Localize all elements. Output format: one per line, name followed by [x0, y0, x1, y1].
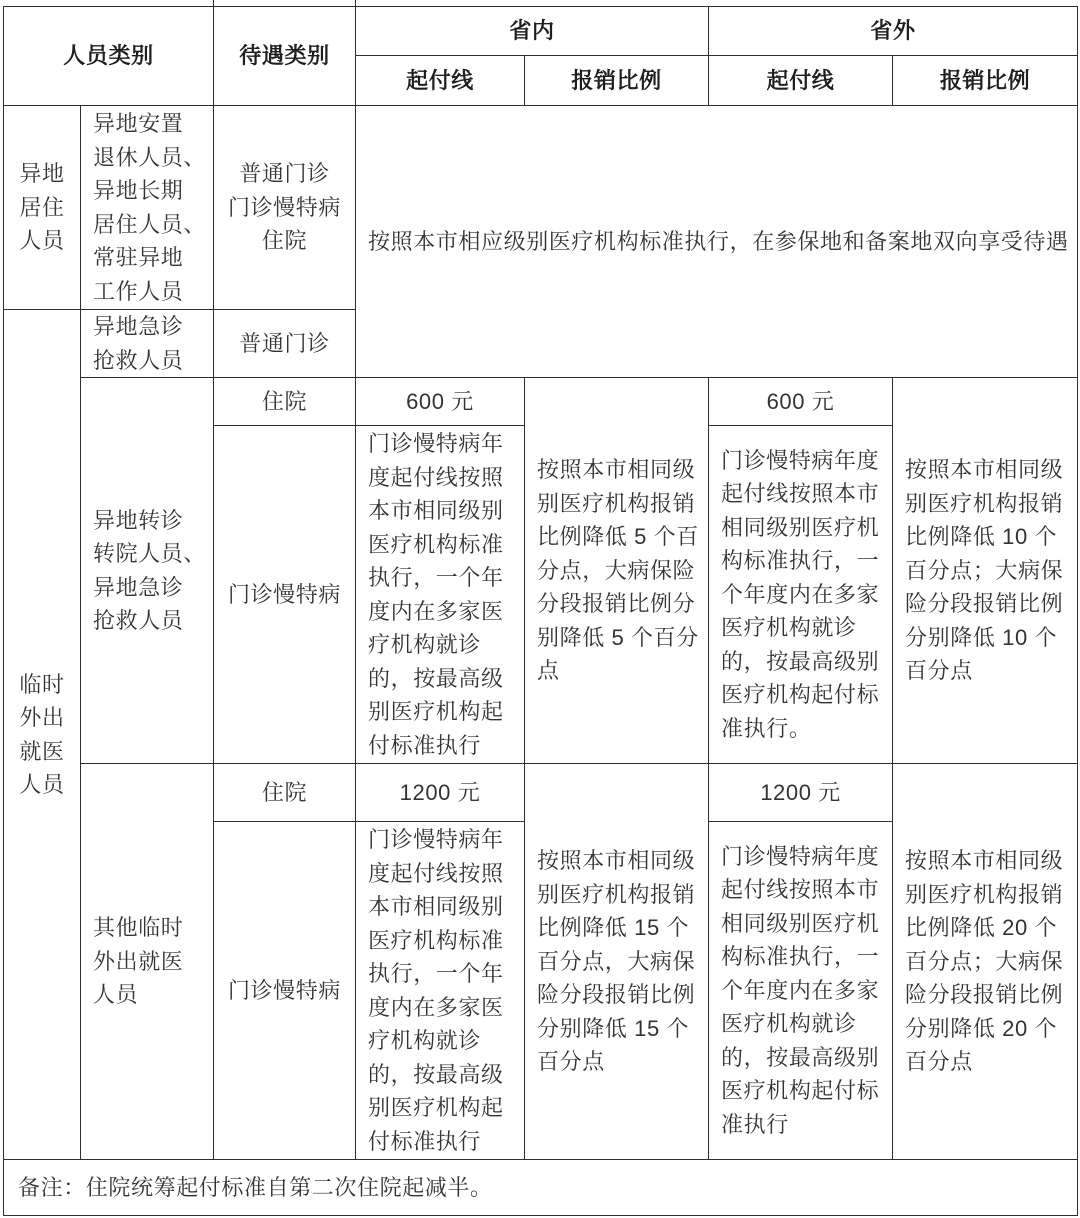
- out-deductible-other-inpatient: 1200 元: [709, 764, 893, 822]
- footnote-row: [4, 1160, 1078, 1216]
- subcategory-referral: 异地转诊 转院人员、 异地急诊 抢救人员: [81, 378, 214, 764]
- header-out-province-ratio: 报销比例: [893, 56, 1078, 106]
- in-deductible-referral-chronic: 门诊慢特病年 度起付线按照 本市相同级别 医疗机构标准 执行，一个年 度内在多家医 疗机构就诊 的，按最高级 别医疗机构起 付标准执行: [356, 426, 525, 764]
- in-ratio-referral: 按照本市相同级 别医疗机构报销 比例降低 5 个百 分点，大病保险 分段报销比例分 别降低 5 个百分 点: [525, 378, 709, 764]
- group-remote-residents: 异地 居住 人员: [4, 106, 81, 310]
- reimbursement-table: [3, 6, 1078, 1216]
- header-out-province-deductible: 起付线: [709, 56, 893, 106]
- header-benefit-category: 待遇类别: [214, 7, 356, 106]
- table-row: [4, 378, 1078, 426]
- subcategory-other-temporary: 其他临时 外出就医 人员: [81, 764, 214, 1160]
- shared-policy-cell: 按照本市相应级别医疗机构标准执行，在参保地和备案地双向享受待遇: [356, 106, 1078, 378]
- header-out-province: 省外: [709, 7, 1078, 56]
- benefit-referral-chronic: 门诊慢特病: [214, 426, 356, 764]
- benefit-remote-residents: 普通门诊 门诊慢特病 住院: [214, 106, 356, 310]
- header-in-province-ratio: 报销比例: [525, 56, 709, 106]
- header-row-1: [4, 7, 1078, 56]
- subcategory-emergency-rescue: 异地急诊 抢救人员: [81, 310, 214, 378]
- in-ratio-other: 按照本市相同级 别医疗机构报销 比例降低 15 个 百分点，大病保 险分段报销比例 分别降低 15 个 百分点: [525, 764, 709, 1160]
- table-row: [4, 106, 1078, 310]
- footnote: 备注：住院统筹起付标准自第二次住院起减半。: [4, 1160, 1078, 1216]
- benefit-other-chronic: 门诊慢特病: [214, 822, 356, 1160]
- header-person-category: 人员类别: [4, 7, 214, 106]
- benefit-emergency-rescue: 普通门诊: [214, 310, 356, 378]
- benefit-other-inpatient: 住院: [214, 764, 356, 822]
- out-ratio-referral: 按照本市相同级 别医疗机构报销 比例降低 10 个 百分点；大病保 险分段报销比例 分别降低 10 个 百分点: [893, 378, 1078, 764]
- out-deductible-other-chronic: 门诊慢特病年度 起付线按照本市 相同级别医疗机 构标准执行，一 个年度内在多家 医疗机构就诊 的，按最高级别 医疗机构起付标 准执行: [709, 822, 893, 1160]
- subcategory-remote-residents: 异地安置 退休人员、 异地长期 居住人员、 常驻异地 工作人员: [81, 106, 214, 310]
- out-deductible-referral-inpatient: 600 元: [709, 378, 893, 426]
- table-row: [4, 764, 1078, 822]
- benefit-referral-inpatient: 住院: [214, 378, 356, 426]
- out-deductible-referral-chronic: 门诊慢特病年度 起付线按照本市 相同级别医疗机 构标准执行，一 个年度内在多家 医疗机构就诊 的，按最高级别 医疗机构起付标 准执行。: [709, 426, 893, 764]
- out-ratio-other: 按照本市相同级 别医疗机构报销 比例降低 20 个 百分点；大病保 险分段报销比例 分别降低 20 个 百分点: [893, 764, 1078, 1160]
- group-temporary-outside: 临时 外出 就医 人员: [4, 310, 81, 1160]
- in-deductible-other-chronic: 门诊慢特病年 度起付线按照 本市相同级别 医疗机构标准 执行，一个年 度内在多家医 疗机构就诊 的，按最高级 别医疗机构起 付标准执行: [356, 822, 525, 1160]
- header-in-province: 省内: [356, 7, 709, 56]
- in-deductible-referral-inpatient: 600 元: [356, 378, 525, 426]
- header-in-province-deductible: 起付线: [356, 56, 525, 106]
- in-deductible-other-inpatient: 1200 元: [356, 764, 525, 822]
